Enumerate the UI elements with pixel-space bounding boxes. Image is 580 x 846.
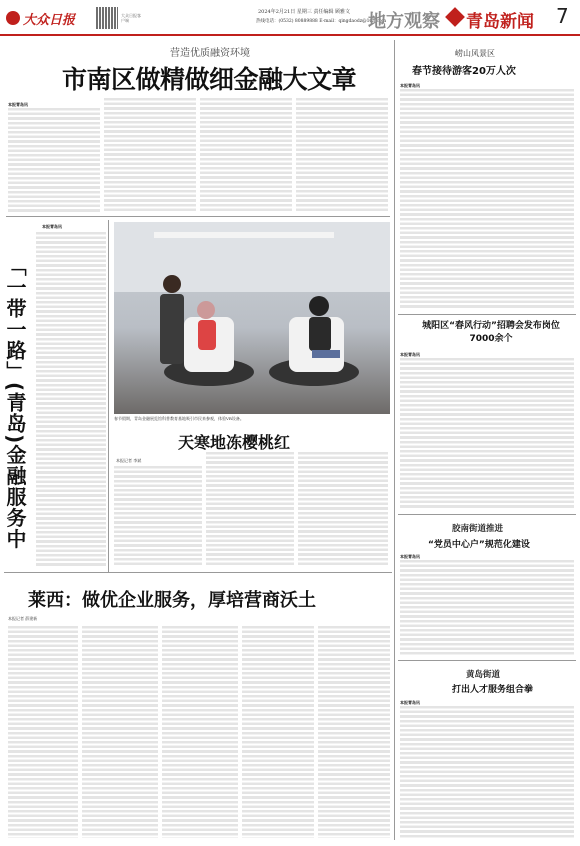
page-number: 7 [556, 4, 569, 28]
right-s4-body [400, 706, 574, 838]
bottom-byline: 本报记者 薛建新 [8, 616, 38, 621]
bottom-body-col4 [242, 626, 314, 838]
date-line: 2024年2月21日 星期三 责任编辑 顾雅文 [258, 9, 351, 15]
bottom-body-col3 [162, 626, 238, 838]
vertical-body [36, 232, 106, 566]
qr-code-icon [96, 7, 118, 29]
lead-body-col2 [104, 98, 196, 212]
section-title: 青岛新闻 [466, 12, 534, 32]
city-emblem-icon [445, 7, 465, 27]
section-label: 地方观察 [368, 11, 440, 32]
right-s1-kicker: 崂山风景区 [455, 49, 495, 58]
contact-line: 热线电话：(0532) 80889888 E-mail：qingdaodz@163.com [256, 19, 387, 24]
lead-body-col3 [200, 98, 292, 212]
bottom-headline: 莱西：做优企业服务，厚培营商沃土 [28, 590, 316, 611]
right-s3-byline: 本报青岛讯 [400, 554, 420, 559]
bottom-body-col2 [82, 626, 158, 838]
right-s4-byline: 本报青岛讯 [400, 700, 420, 705]
right-s3-kicker: 胶南街道推进 [452, 524, 504, 534]
logo-text: 大众日报 [23, 13, 76, 28]
feature-headline: 天寒地冻樱桃红 [178, 433, 291, 452]
right-s3-body [400, 560, 574, 656]
logo-side-text: 大众日报客户端 [121, 13, 141, 23]
right-s1-body [400, 89, 574, 309]
feature-body-col3 [298, 452, 388, 566]
lead-headline: 市南区做精做细金融大文章 [62, 65, 357, 94]
vertical-byline: 本报青岛讯 [42, 224, 62, 229]
photo-caption: 春节假期，青岛金融展览馆科普教育基地吸引市民来参观，体验VR设备。 [114, 416, 244, 421]
right-s4-kicker: 黄岛街道 [466, 670, 501, 680]
logo [6, 9, 76, 27]
right-s2-body [400, 358, 574, 510]
right-s2-headline: 城阳区“春风行动”招聘会发布岗位7000余个 [422, 321, 560, 344]
right-s1-headline: 春节接待游客20万人次 [412, 66, 516, 77]
lead-body-col4 [296, 98, 388, 212]
right-s4-headline: 打出人才服务组合拳 [452, 685, 534, 695]
lead-body-col1 [8, 108, 100, 212]
vr-experience-illustration [114, 222, 390, 414]
feature-body-col1 [114, 466, 202, 566]
right-s1-byline: 本报青岛讯 [400, 83, 420, 88]
lead-byline: 本报青岛讯 [8, 102, 28, 107]
lead-kicker: 营造优质融资环境 [170, 48, 250, 59]
bottom-body-col1 [8, 626, 78, 838]
masthead [0, 0, 580, 38]
right-s3-headline: “党员中心户”规范化建设 [428, 540, 530, 550]
feature-byline: 本报记者 李斌 [116, 458, 142, 463]
right-s2-byline: 本报青岛讯 [400, 352, 420, 357]
feature-body-col2 [206, 452, 294, 566]
news-photo [114, 222, 390, 414]
logo-mark-icon [6, 11, 20, 25]
bottom-body-col5 [318, 626, 390, 838]
vertical-headline: 「一带一路」(青岛)金融服务中 [3, 256, 27, 550]
